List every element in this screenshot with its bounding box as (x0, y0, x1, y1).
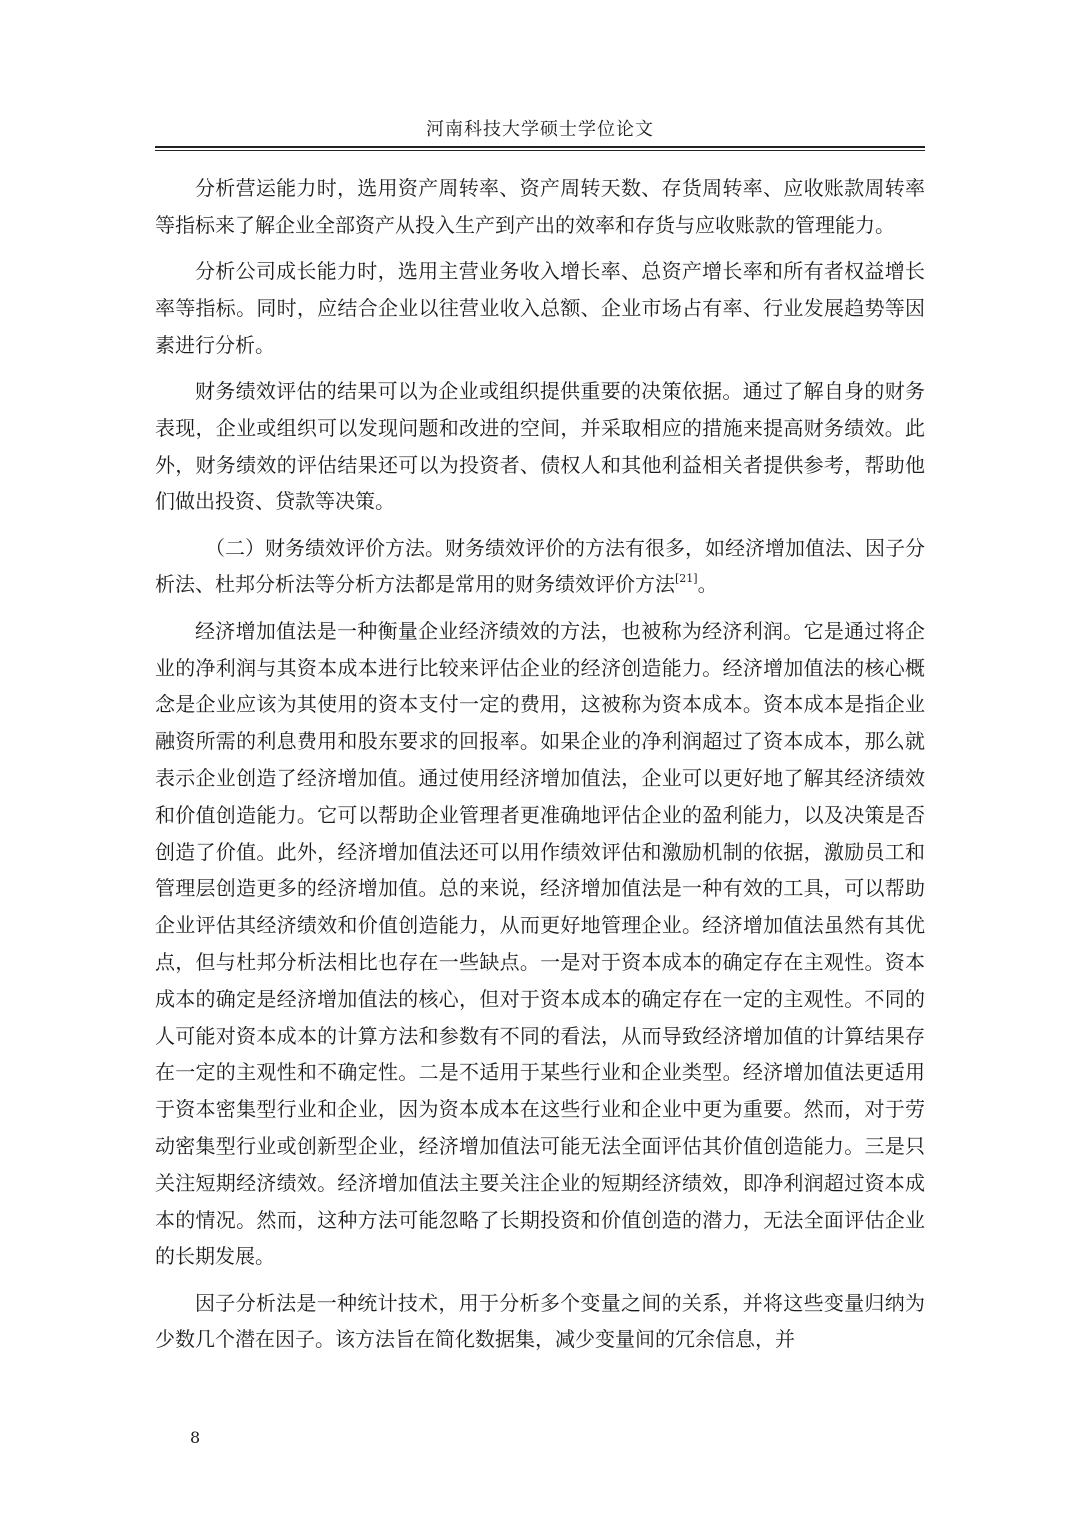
page-number: 8 (190, 1428, 201, 1447)
paragraph-tail: 。 (697, 572, 718, 597)
running-header: 河南科技大学硕士学位论文 (426, 119, 654, 140)
header-rule-thick (155, 146, 925, 148)
paragraph-evaluation-methods (155, 530, 925, 604)
paragraph-factor-analysis: 因子分析法是一种统计技术，用于分析多个变量之间的关系，并将这些变量归纳为少数几个潜在因子。该方法旨在简化数据集，减少变量间的冗余信息，并 (155, 1290, 925, 1352)
header-rule-thin (155, 150, 925, 151)
citation-ref: [21] (675, 572, 698, 586)
paragraph-text: （二）财务绩效评价方法。财务绩效评价的方法有很多，如经济增加值法、因子分析法、杜邦分析法等分析方法都是常用的财务绩效评价方法 (155, 535, 925, 597)
paragraph-evaluation-results: 财务绩效评估的结果可以为企业或组织提供重要的决策依据。通过了解自身的财务表现，企业或组织可以发现问题和改进的空间，并采取相应的措施来提高财务绩效。此外，财务绩效的评估结果还可以为投资者、债权人和其他利益相关者提供参考，帮助他们做出投资、贷款等决策。 (155, 378, 925, 514)
paragraph-eva-method: 经济增加值法是一种衡量企业经济绩效的方法，也被称为经济利润。它是通过将企业的净利润与其资本成本进行比较来评估企业的经济创造能力。经济增加值法的核心概念是企业应该为其使用的资本支付一定的费用，这被称为资本成本。资本成本是指企业融资所需的利息费用和股东要求的回报率。如果企业的净利润超过了资本成本，那么就表示企业创造了经济增加值。通过使用经济增加值法，企业可以更好地了解其经济绩效和价值创造能力。它可以帮助企业管理者更准确地评估企业的盈利能力，以及决策是否创造了价值。此外，经济增加值法还可以用作绩效评估和激励机制的依据，激励员工和管理层创造更多的经济增加值。总的来说，经济增加值法是一种有效的工具，可以帮助企业评估其经济绩效和价值创造能力，从而更好地管理企业。经济增加值法虽然有其优点，但与杜邦分析法相比也存在一些缺点。一是对于资本成本的确定存在主观性。资本成本的确定是经济增加值法的核心，但对于资本成本的确定存在一定的主观性。不同的人可能对资本成本的计算方法和参数有不同的看法，从而导致经济增加值的计算结果存在一定的主观性和不确定性。二是不适用于某些行业和企业类型。经济增加值法更适用于资本密集型行业和企业，因为资本成本在这些行业和企业中更为重要。然而，对于劳动密集型行业或创新型企业，经济增加值法可能无法全面评估其价值创造能力。三是只关注短期经济绩效。经济增加值法主要关注企业的短期经济绩效，即净利润超过资本成本的情况。然而，这种方法可能忽略了长期投资和价值创造的潜力，无法全面评估企业的长期发展。 (155, 618, 925, 1269)
body-text (155, 170, 925, 1368)
paragraph-growth-ability: 分析公司成长能力时，选用主营业务收入增长率、总资产增长率和所有者权益增长率等指标。同时，应结合企业以往营业收入总额、企业市场占有率、行业发展趋势等因素进行分析。 (155, 259, 925, 357)
paragraph-operating-ability: 分析营运能力时，选用资产周转率、资产周转天数、存货周转率、应收账款周转率等指标来了解企业全部资产从投入生产到产出的效率和存货与应收账款的管理能力。 (155, 176, 925, 237)
